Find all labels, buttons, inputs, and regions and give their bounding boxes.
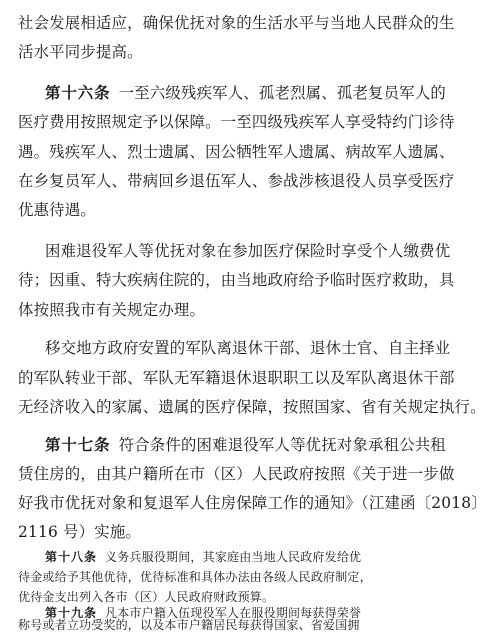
text-line: 一至六级残疾军人、孤老烈属、孤老复员军人的 [118,84,446,102]
article-18-first-line [45,548,436,566]
article-heading-19: 第十九条 [45,606,98,620]
text-line: 活水平同步提高。 [18,43,143,61]
text-line: 待金或给予其他优待，优待标准和具体办法由各级人民政府制定， [18,570,372,584]
text-line: 体按照我市有关规定办理。 [18,301,206,319]
text-line: 称号或者立功受奖的，以及本市户籍居民每获得国家、省爱国拥 [18,618,360,632]
text-line: 遇。残疾军人、烈士遗属、因公牺牲军人遗属、病故军人遗属、 [18,143,455,161]
text-line: 赁住房的，由其户籍所在市（区）人民政府按照《关于进一步做 [18,465,455,483]
text-line: 医疗费用按照规定予以保障。一至四级残疾军人享受特约门诊待 [18,113,455,131]
text-line: 优待金支出列入各市（区）人民政府财政预算。 [18,590,275,604]
text-line: 凡本市户籍入伍现役军人在服役期间每获得荣誉 [105,606,362,620]
text-line: 在乡复员军人、带病回乡退伍军人、参战涉核退役人员享受医疗 [18,172,455,190]
text-line: 符合条件的困难退役军人等优抚对象承租公共租 [118,436,446,454]
article-16-first-line [45,79,446,107]
text-line: 移交地方政府安置的军队离退休干部、退休士官、自主择业 [45,339,451,357]
article-heading-17: 第十七条 [45,436,111,454]
text-line: 社会发展相适应，确保优抚对象的生活水平与当地人民群众的生 [18,14,455,32]
text-line: 无经济收入的家属、遗属的医疗保障，按照国家、省有关规定执行。 [18,398,486,416]
text-line: 的军队转业干部、军队无军籍退休退职职工以及军队离退休干部 [18,369,455,387]
article-heading-18: 第十八条 [45,550,98,564]
text-line: 困难退役军人等优抚对象在参加医疗保险时享受个人缴费优 [45,242,451,260]
text-line: 2116 号）实施。 [18,523,142,541]
text-line: 待；因重、特大疾病住院的，由当地政府给予临时医疗救助，具 [18,271,455,289]
text-line: 义务兵服役期间，其家庭由当地人民政府发给优 [105,550,362,564]
article-heading-16: 第十六条 [45,84,111,102]
text-line: 优惠待遇。 [18,201,96,219]
article-17-first-line [45,431,446,459]
text-line: 好我市优抚对象和复退军人住房保障工作的通知》（江建函〔2018〕 [18,494,487,512]
